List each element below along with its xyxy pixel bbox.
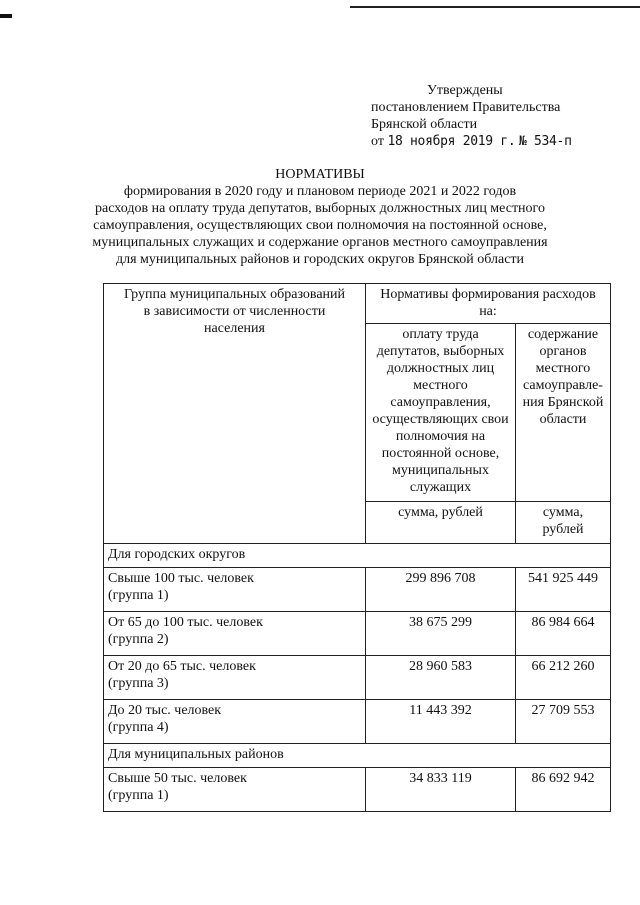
header-line: самоуправле-	[523, 378, 603, 393]
unit-salary: сумма, рублей	[366, 502, 516, 544]
header-line: содержание	[527, 327, 599, 342]
section-municipal-districts: Для муниципальных районов	[104, 744, 611, 768]
unit-line: рублей	[542, 522, 584, 537]
header-line: служащих	[409, 480, 472, 495]
title-line: формирования в 2020 году и плановом периоде 2021 и 2022 годов	[123, 184, 517, 199]
value-salary: 299 896 708	[366, 568, 516, 612]
approval-line: Утверждены	[427, 83, 503, 98]
value-salary: 11 443 392	[366, 700, 516, 744]
header-line: местного	[413, 378, 468, 393]
value-salary: 28 960 583	[366, 656, 516, 700]
approval-block	[371, 82, 631, 150]
header-line: оплату труда	[402, 327, 479, 342]
title-line: для муниципальных районов и городских округов Брянской области	[115, 252, 525, 267]
row-group-text: (группа 2)	[108, 632, 169, 647]
header-normatives	[366, 284, 611, 324]
approval-number: № 534-п	[518, 134, 572, 149]
row-group-text: (группа 3)	[108, 676, 169, 691]
table-row	[104, 700, 611, 744]
approval-from: от	[371, 134, 384, 149]
row-group-text: (группа 4)	[108, 720, 169, 735]
title-heading: НОРМАТИВЫ	[275, 167, 365, 182]
table-row	[104, 768, 611, 812]
row-group-text: (группа 1)	[108, 788, 169, 803]
header-line: на:	[479, 304, 497, 319]
section-city-districts: Для городских округов	[104, 544, 611, 568]
value-maintenance: 27 709 553	[516, 700, 611, 744]
value-maintenance: 86 692 942	[516, 768, 611, 812]
title-line: расходов на оплату труда депутатов, выборных должностных лиц местного	[95, 201, 545, 216]
row-label-text: От 20 до 65 тыс. человек	[108, 659, 256, 674]
header-line: в зависимости от численности	[143, 304, 326, 319]
table-row	[104, 656, 611, 700]
table-row	[104, 568, 611, 612]
value-maintenance: 86 984 664	[516, 612, 611, 656]
header-group-column	[104, 284, 366, 544]
title-line: муниципальных служащих и содержание органов местного самоуправления	[92, 235, 548, 250]
value-salary: 34 833 119	[366, 768, 516, 812]
approval-date-line	[371, 133, 631, 150]
row-label	[104, 700, 366, 744]
header-line: депутатов, выборных	[376, 344, 505, 359]
header-line: органов	[539, 344, 587, 359]
row-group-text: (группа 1)	[108, 588, 169, 603]
value-maintenance: 541 925 449	[516, 568, 611, 612]
value-salary: 38 675 299	[366, 612, 516, 656]
value-maintenance: 66 212 260	[516, 656, 611, 700]
scan-top-border	[350, 6, 640, 8]
header-line: полномочия на	[395, 429, 486, 444]
row-label-text: До 20 тыс. человек	[108, 703, 222, 718]
header-line: ния Брянской	[522, 395, 604, 410]
header-line: самоуправления,	[390, 395, 491, 410]
normatives-table	[103, 283, 611, 812]
row-label	[104, 612, 366, 656]
header-salary-column	[366, 324, 516, 502]
title-line: самоуправления, осуществляющих свои полномочия на постоянной основе,	[93, 218, 547, 233]
document-title	[80, 166, 560, 268]
header-line: постоянной основе,	[381, 446, 500, 461]
header-line: муниципальных	[392, 463, 489, 478]
header-line: области	[539, 412, 587, 427]
row-label	[104, 568, 366, 612]
row-label-text: Свыше 100 тыс. человек	[108, 571, 254, 586]
row-label-text: От 65 до 100 тыс. человек	[108, 615, 263, 630]
header-line: населения	[204, 321, 265, 336]
approval-date: 18 ноября 2019 г.	[387, 134, 516, 149]
approval-line: Брянской области	[371, 117, 478, 132]
unit-maintenance	[516, 502, 611, 544]
table-row	[104, 612, 611, 656]
header-line: осуществляющих свои	[372, 412, 509, 427]
header-line: местного	[535, 361, 591, 376]
header-line: Группа муниципальных образований	[123, 287, 346, 302]
row-label-text: Свыше 50 тыс. человек	[108, 771, 247, 786]
header-line: должностных лиц	[386, 361, 495, 376]
row-label	[104, 656, 366, 700]
header-maintenance-column	[516, 324, 611, 502]
unit-line: сумма,	[542, 505, 584, 520]
approval-line: постановлением Правительства	[371, 100, 561, 115]
row-label	[104, 768, 366, 812]
header-line: Нормативы формирования расходов	[380, 287, 596, 302]
scan-corner-mark	[0, 14, 12, 18]
